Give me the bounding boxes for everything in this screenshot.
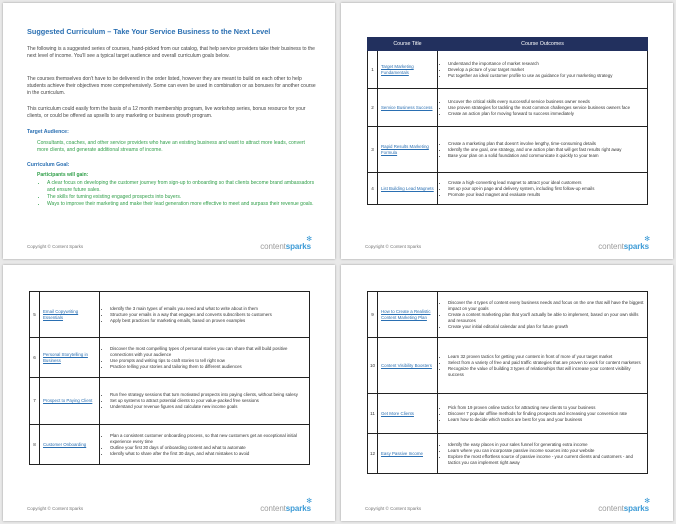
course-outcomes [100, 338, 310, 378]
audience-heading: Target Audience: [27, 129, 69, 135]
course-title-link[interactable]: How to Create a Realistic Content Marketing Plan [378, 292, 438, 338]
course-outcomes [438, 292, 648, 338]
outcome-item: • Create a high-converting lead magnet to attract your ideal customers [448, 180, 645, 186]
intro-paragraph-2: The courses themselves don't have to be delivered in the order listed, however they are meant to build on each other to help students achieve their objectives more comprehensively. Some can even be used in combination or as bonuses for another course in the curriculum. [27, 76, 316, 96]
outcome-item: • Use proven strategies for tackling the most common challenges service business owners face [448, 105, 645, 111]
course-title-link[interactable]: Easy Passive Income [378, 434, 438, 474]
outcome-item: • Identify what to share after the first 30 days, and what mistakes to avoid [110, 451, 307, 457]
outcome-item: • Pick from 19 proven online tactics for attracting new clients to your business [448, 405, 645, 411]
outcome-item: • Set up your opt-in page and delivery system, including first follow-up emails [448, 186, 645, 192]
content-sparks-logo: contentsparks ✻ [260, 236, 312, 251]
course-outcomes [438, 89, 648, 127]
outcome-item: • Discover the most compelling types of personal stories you can share that will build positive connections with your audience [110, 346, 307, 358]
page-3 [3, 265, 335, 521]
outcome-item: • Learn 32 proven tactics for getting your content in front of more of your target market [448, 354, 645, 360]
course-title-link[interactable]: Rapid Results Marketing Formula [378, 127, 438, 173]
table-row [368, 127, 648, 173]
outcome-item: • Create a marketing plan that doesn't involve lengthy, time-consuming details [448, 141, 645, 147]
content-sparks-logo: contentsparks ✻ [260, 498, 312, 513]
spark-icon: ✻ [306, 236, 312, 243]
table-row [368, 51, 648, 89]
outcome-item: • Create an action plan for moving forward to success immediately [448, 111, 645, 117]
course-table-1 [367, 37, 648, 205]
page-title: Suggested Curriculum – Take Your Service Business to the Next Level [27, 27, 271, 36]
course-title-header: Course Title [378, 38, 438, 51]
copyright-text: Copyright © Content Sparks [365, 244, 422, 249]
course-number: 9 [368, 292, 378, 338]
table-row [368, 173, 648, 205]
outcome-item: • Run free strategy sessions that turn motivated prospects into paying clients, without being salesy [110, 392, 307, 398]
outcome-item: • Put together an ideal customer profile to use as guidance for your marketing strategy [448, 73, 645, 79]
course-number: 8 [30, 425, 40, 465]
table-row [30, 338, 310, 378]
page-2 [341, 3, 673, 259]
course-number: 12 [368, 434, 378, 474]
page-4 [341, 265, 673, 521]
course-outcomes [100, 378, 310, 425]
course-outcomes [438, 338, 648, 394]
outcome-item: • Set up systems to attract potential clients to your value-packed free sessions [110, 398, 307, 404]
outcome-item: • Discover the 4 types of content every business needs and focus on the one that will have the biggest impact on your goals [448, 300, 645, 312]
table-row [368, 89, 648, 127]
course-outcomes [100, 425, 310, 465]
outcome-item: • Plan a consistent customer onboarding process, so that new customers get an exceptional initial experience every time [110, 433, 307, 445]
page-footer [27, 237, 311, 251]
content-sparks-logo: contentsparks ✻ [598, 498, 650, 513]
copyright-text: Copyright © Content Sparks [27, 244, 84, 249]
course-outcomes [438, 127, 648, 173]
table-header-row [368, 38, 648, 51]
course-number: 7 [30, 378, 40, 425]
course-number: 11 [368, 394, 378, 434]
outcome-item: • Recognize the value of building 3 types of relationships that will increase your content visibility success [448, 366, 645, 378]
outcome-item: • Promote your lead magnet and evaluate results [448, 192, 645, 198]
outcome-item: • Learn where you can incorporate passive income sources into your website [448, 448, 645, 454]
course-number: 3 [368, 127, 378, 173]
intro-paragraph-1: The following is a suggested series of courses, hand-picked from our catalog, that help service providers take their business to the next level of income. You'll see a typical target audience and overall curriculum goals below. [27, 46, 315, 59]
course-title-link[interactable]: Customer Onboarding [40, 425, 100, 465]
intro-paragraph-3: This curriculum could easily form the basis of a 12 month membership program, live workshop series, bonus resource for your clients, or could be offered as upsells to any marketing or business growth program. [27, 106, 306, 119]
content-sparks-logo: contentsparks ✻ [598, 236, 650, 251]
copyright-text: Copyright © Content Sparks [365, 506, 422, 511]
spark-icon: ✻ [644, 236, 650, 243]
page-footer [27, 499, 311, 513]
course-title-link[interactable]: Email Copywriting Essentials [40, 292, 100, 338]
outcome-item: • Select from a variety of free and paid traffic strategies that are proven to work for content marketers [448, 360, 645, 366]
table-row [30, 378, 310, 425]
goal-item: • Ways to improve their marketing and make their lead generation more effective to meet and surpass their revenue goals. [47, 201, 323, 208]
outcome-item: • Understand the importance of market research [448, 61, 645, 67]
outcome-item: • Structure your emails in a way that engages and converts subscribers to customers [110, 312, 307, 318]
course-title-link[interactable]: Prospect to Paying Client [40, 378, 100, 425]
page-1 [3, 3, 335, 259]
goal-item: • A clear focus on developing the customer journey from sign-up to onboarding so that clients become brand ambassadors and ensure future sales. [47, 180, 323, 194]
course-title-link[interactable]: Get More Clients [378, 394, 438, 434]
page-footer [365, 237, 649, 251]
table-row [368, 434, 648, 474]
course-outcomes [438, 173, 648, 205]
course-outcomes [438, 394, 648, 434]
outcome-item: • Identify the one goal, one strategy, and one action plan that will get fast results right away [448, 147, 645, 153]
spark-icon: ✻ [306, 498, 312, 505]
gain-label: Participants will gain: [37, 172, 89, 178]
outcome-item: • Create a content marketing plan that you'll actually be able to implement, based on your own skills and resources [448, 312, 645, 324]
course-number: 6 [30, 338, 40, 378]
outcome-item: • Use prompts and writing tips to craft stories to tell right now [110, 358, 307, 364]
spark-icon: ✻ [644, 498, 650, 505]
course-number: 2 [368, 89, 378, 127]
page-footer [365, 499, 649, 513]
goal-heading: Curriculum Goal: [27, 162, 70, 168]
outcome-item: • Outline your first 30 days of onboarding content and what to automate [110, 445, 307, 451]
outcome-item: • Practice telling your stories and tailoring them to different audiences [110, 364, 307, 370]
goals-list [41, 180, 323, 208]
course-outcomes [100, 292, 310, 338]
copyright-text: Copyright © Content Sparks [27, 506, 84, 511]
outcome-item: • Explore the most effortless source of passive income - your current clients and customers - and tactics you can implement right away [448, 454, 645, 466]
outcome-item: • Apply best practices for marketing emails, based on proven examples [110, 318, 307, 324]
course-number: 10 [368, 338, 378, 394]
outcome-item: • Understand your revenue figures and calculate new income goals [110, 404, 307, 410]
course-outcomes [438, 51, 648, 89]
course-outcomes [438, 434, 648, 474]
course-number: 5 [30, 292, 40, 338]
outcome-item: • Identify the easy places in your sales funnel for generating extra income [448, 442, 645, 448]
audience-text: Consultants, coaches, and other service providers who have an existing business and want to attract more leads, convert more clients, and generate additional streams of income. [37, 140, 305, 153]
goal-item: • The skills for turning existing engaged prospects into buyers. [47, 194, 323, 201]
table-row [368, 338, 648, 394]
table-row [30, 292, 310, 338]
course-table-2 [29, 291, 310, 465]
outcome-item: • Create your initial editorial calendar and plan for future growth [448, 324, 645, 330]
course-outcomes-header: Course Outcomes [438, 38, 648, 51]
course-table-3 [367, 291, 648, 474]
course-title-link[interactable]: Content Visibility Boosters [378, 338, 438, 394]
course-title-link[interactable]: Service Business Success [378, 89, 438, 127]
course-title-link[interactable]: Personal Storytelling in Business [40, 338, 100, 378]
course-title-link[interactable]: List Building Lead Magnets [378, 173, 438, 205]
table-row [30, 425, 310, 465]
course-number: 4 [368, 173, 378, 205]
course-title-link[interactable]: Target Marketing Fundamentals [378, 51, 438, 89]
outcome-item: • Develop a picture of your target market [448, 67, 645, 73]
outcome-item: • Uncover the critical skills every successful service business owner needs [448, 99, 645, 105]
outcome-item: • Base your plan on a solid foundation and communicate it quickly to your team [448, 153, 645, 159]
table-row [368, 292, 648, 338]
outcome-item: • Discover 7 popular offline methods for finding prospects and increasing your conversion rate [448, 411, 645, 417]
table-row [368, 394, 648, 434]
course-number: 1 [368, 51, 378, 89]
outcome-item: • Learn how to decide which tactics are best for you and your business [448, 417, 645, 423]
outcome-item: • Identify the 3 main types of emails you need and what to write about in them [110, 306, 307, 312]
